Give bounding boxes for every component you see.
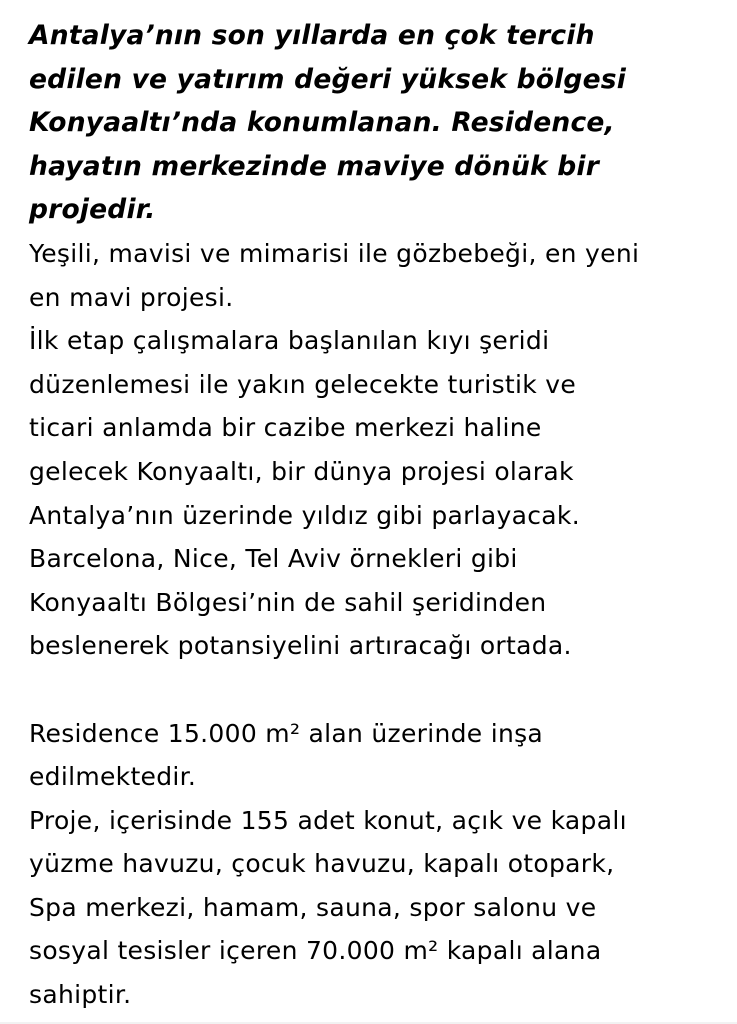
body-paragraph-2 <box>29 712 719 1017</box>
body-line: beslenerek potansiyelini artıracağı ortada. <box>29 631 572 661</box>
body-paragraph-1 <box>29 232 719 668</box>
body-line: düzenlemesi ile yakın gelecekte turistik ve <box>29 369 577 399</box>
body-line: gelecek Konyaaltı, bir dünya projesi olarak <box>29 456 574 486</box>
heading-line: hayatın merkezinde maviye dönük bir <box>29 150 599 182</box>
body-line: Konyaaltı Bölgesi’nin de sahil şeridinden <box>29 587 547 617</box>
body-line: Antalya’nın üzerinde yıldız gibi parlayacak. <box>29 500 580 530</box>
body-line: İlk etap çalışmalara başlanılan kıyı şeridi <box>29 326 550 356</box>
heading-paragraph <box>29 14 719 232</box>
body-line: Residence 15.000 m² alan üzerinde inşa <box>29 718 544 748</box>
body-line: sosyal tesisler içeren 70.000 m² kapalı alana <box>29 936 602 966</box>
heading-line: Antalya’nın son yıllarda en çok tercih <box>29 20 595 51</box>
heading-line: Konyaaltı’nda konumlanan. Residence, <box>29 107 615 139</box>
body-line: yüzme havuzu, çocuk havuzu, kapalı otopark, <box>29 849 615 879</box>
body-line: edilmektedir. <box>29 762 197 792</box>
body-line: Barcelona, Nice, Tel Aviv örnekleri gibi <box>29 544 518 574</box>
body-line: Spa merkezi, hamam, sauna, spor salonu ve <box>29 892 597 922</box>
heading-line: projedir. <box>29 194 156 226</box>
body-line: sahiptir. <box>29 980 132 1010</box>
body-line: Yeşili, mavisi ve mimarisi ile gözbebeği, en yeni <box>29 238 640 268</box>
body-line: en mavi projesi. <box>29 282 234 312</box>
body-line: Proje, içerisinde 155 adet konut, açık ve kapalı <box>29 805 627 835</box>
heading-line: edilen ve yatırım değeri yüksek bölgesi <box>29 63 627 95</box>
paragraph-spacer <box>29 668 719 712</box>
document-content <box>29 14 719 1017</box>
body-line: ticari anlamda bir cazibe merkezi haline <box>29 413 542 443</box>
